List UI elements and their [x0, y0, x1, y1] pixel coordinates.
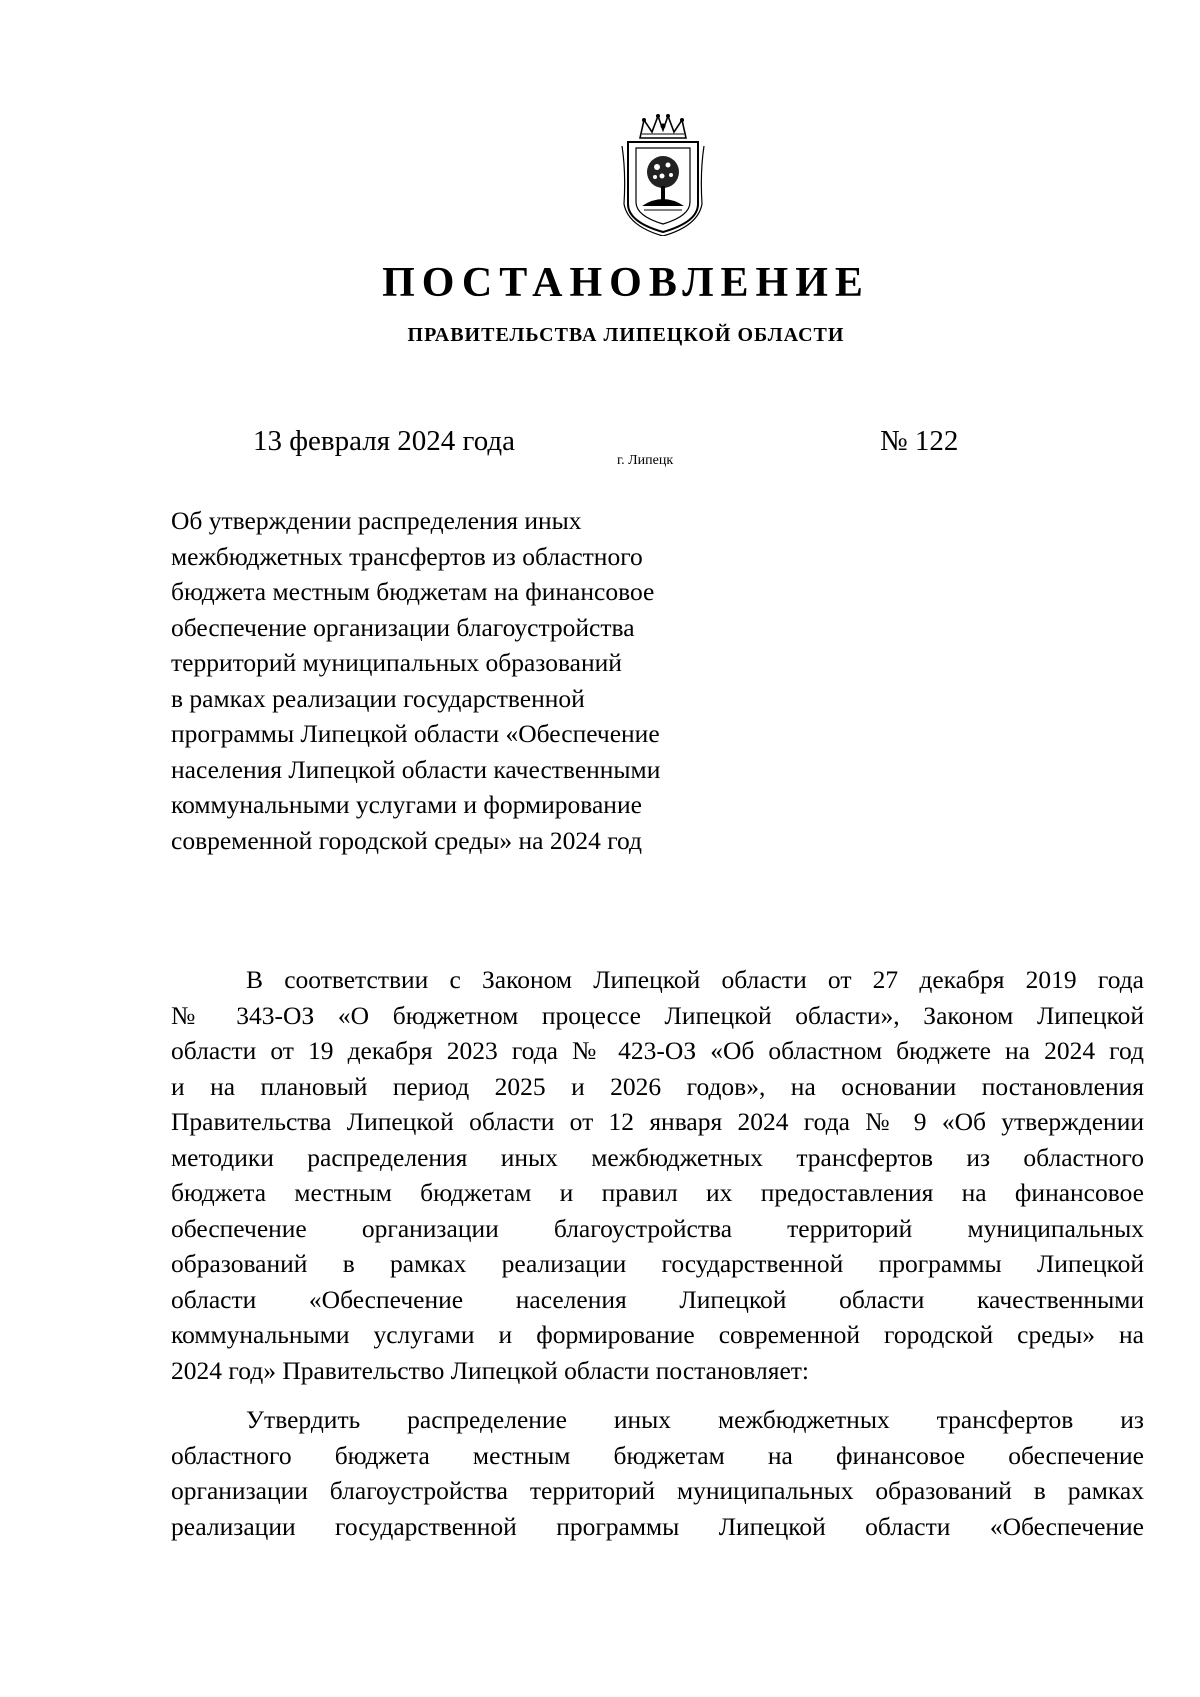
heading-line: обеспечение организации благоустройства	[171, 612, 635, 642]
heading-line: межбюджетных трансфертов из областного	[171, 541, 643, 571]
body-line: и на плановый период 2025 и 2026 годов», на основании постановления	[171, 1071, 1144, 1101]
body-line: В соответствии с Законом Липецкой области от 27 декабря 2019 года	[246, 965, 1144, 994]
body-line: Утвердить распределение иных межбюджетных трансфертов из	[246, 1405, 1144, 1434]
body-line: 2024 год» Правительство Липецкой области постановляет:	[171, 1355, 810, 1385]
document-city: г. Липецк	[617, 453, 674, 468]
body-line: организации благоустройства территорий муниципальных образований в рамках	[171, 1476, 1144, 1505]
preamble-paragraph	[171, 962, 1144, 1388]
document-body	[171, 962, 1144, 1544]
resolution-paragraph	[171, 1402, 1144, 1544]
body-line: Правительства Липецкой области от 12 января 2024 года № 9 «Об утверждении	[171, 1107, 1144, 1136]
document-issuer: ПРАВИТЕЛЬСТВА ЛИПЕЦКОЙ ОБЛАСТИ	[407, 324, 845, 346]
paragraph-spacer	[171, 1388, 1144, 1402]
coat-of-arms-emblem	[618, 112, 708, 236]
body-line: образований в рамках реализации государственной программы Липецкой	[171, 1249, 1144, 1278]
heading-line: Об утверждении распределения иных	[171, 506, 582, 535]
body-line: области от 19 декабря 2023 года № 423-ОЗ «Об областном бюджете на 2024 год	[171, 1036, 1144, 1065]
body-line: № 343-ОЗ «О бюджетном процессе Липецкой области», Законом Липецкой	[171, 1000, 1144, 1030]
heading-line: в рамках реализации государственной	[171, 683, 585, 713]
document-title: ПОСТАНОВЛЕНИЕ	[382, 260, 870, 306]
document-heading	[171, 503, 751, 858]
heading-line: коммунальными услугами и формирование	[171, 790, 642, 819]
document-date: 13 февраля 2024 года	[253, 425, 516, 457]
heading-line: программы Липецкой области «Обеспечение	[171, 719, 660, 748]
body-line: области «Обеспечение населения Липецкой области качественными	[171, 1284, 1144, 1314]
heading-line: бюджета местным бюджетам на финансовое	[171, 577, 655, 606]
heading-line: территорий муниципальных образований	[171, 648, 622, 677]
body-line: методики распределения иных межбюджетных трансфертов из областного	[171, 1142, 1144, 1172]
heading-line: современной городской среды» на 2024 год	[171, 825, 643, 855]
body-line: областного бюджета местным бюджетам на финансовое обеспечение	[171, 1440, 1144, 1470]
body-line: реализации государственной программы Липецкой области «Обеспечение	[171, 1511, 1144, 1541]
document-number: № 122	[880, 425, 959, 457]
body-line: бюджета местным бюджетам и правил их предоставления на финансовое	[171, 1178, 1144, 1207]
body-line: обеспечение организации благоустройства территорий муниципальных	[171, 1213, 1144, 1243]
body-line: коммунальными услугами и формирование современной городской среды» на	[171, 1320, 1144, 1349]
heading-line: населения Липецкой области качественными	[171, 754, 661, 784]
